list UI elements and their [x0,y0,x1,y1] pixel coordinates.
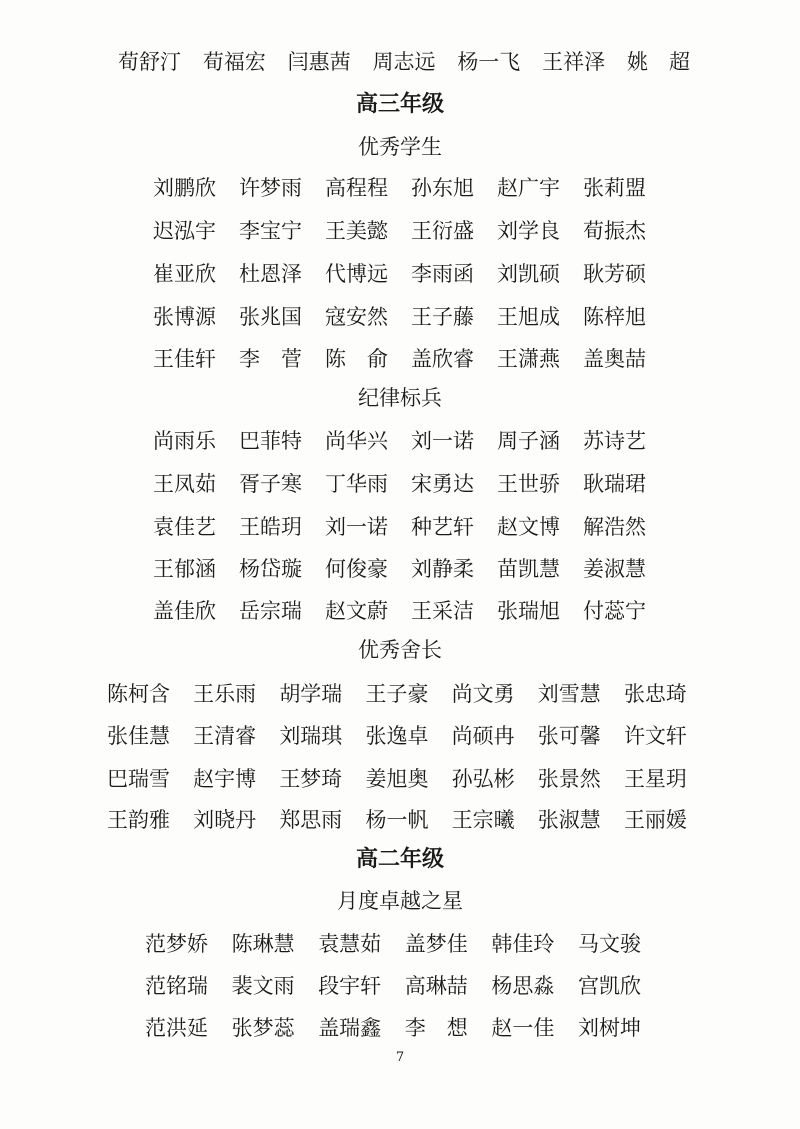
name: 王祥泽 [542,50,606,74]
name: 赵一佳 [491,1016,555,1040]
name: 盖瑞鑫 [318,1016,382,1040]
name: 王丽媛 [623,808,687,832]
name: 岳宗瑞 [239,599,302,623]
name: 王韵雅 [107,808,170,832]
name: 尚雨乐 [153,429,216,453]
name: 周子涵 [497,429,560,453]
name: 刘学良 [497,219,560,243]
name: 王清睿 [193,724,257,748]
name-row [153,470,646,498]
name: 陈琳慧 [231,932,295,956]
name: 崔亚欣 [153,262,216,286]
name: 姜淑慧 [583,557,646,581]
name: 刘瑞琪 [279,724,343,748]
name: 王旭成 [497,305,560,329]
name: 张可馨 [537,724,601,748]
name: 袁慧茹 [318,932,382,956]
name: 姚 超 [626,50,690,74]
name: 杜恩泽 [239,262,302,286]
name: 王衍盛 [411,219,474,243]
name: 郑思雨 [279,808,343,832]
name-row [107,722,687,750]
name: 李宝宁 [239,219,302,243]
grade-heading: 高三年级 [355,92,444,117]
name: 迟泓宇 [153,219,216,243]
name-row [107,806,687,834]
name: 高程程 [325,176,388,200]
name-row [153,555,646,583]
name-row [107,680,687,708]
name: 何俊豪 [325,557,388,581]
section-heading: 月度卓越之星 [337,889,463,913]
name: 耿瑞珺 [583,472,646,496]
section-heading: 优秀学生 [358,135,442,159]
name: 张景然 [537,767,601,791]
name-row [145,1014,641,1042]
name: 张莉盟 [583,176,646,200]
name: 范梦娇 [145,932,208,956]
name: 姜旭奥 [365,767,429,791]
name: 许文轩 [623,724,687,748]
name-row [145,972,641,1000]
name-row [118,48,690,76]
name: 胥子寒 [239,472,302,496]
name: 尚华兴 [325,429,388,453]
name-row [145,930,641,958]
name: 李雨函 [411,262,474,286]
name: 苗凯慧 [497,557,560,581]
name: 王世骄 [497,472,560,496]
name-row [153,174,646,202]
name: 盖奥喆 [583,347,646,371]
name-row [153,217,646,245]
name: 王郁涵 [153,557,216,581]
name: 王宗曦 [451,808,515,832]
name: 王采洁 [411,599,474,623]
name: 盖佳欣 [153,599,216,623]
section-heading: 优秀舍长 [358,638,442,662]
name: 赵广宇 [497,176,560,200]
name: 张博源 [153,305,216,329]
grade-heading: 高二年级 [355,847,444,872]
name: 巴瑞雪 [107,767,170,791]
name: 刘树坤 [577,1016,641,1040]
name-row [153,427,646,455]
name: 王子藤 [411,305,474,329]
name-row [153,260,646,288]
name: 王子豪 [365,682,429,706]
name: 胡学瑞 [279,682,343,706]
name: 刘鹏欣 [153,176,216,200]
name-row [153,303,646,331]
name: 尚文勇 [451,682,515,706]
name: 杨一帆 [365,808,429,832]
name: 闫惠茜 [287,50,351,74]
name: 种艺轩 [411,515,474,539]
name: 许梦雨 [239,176,302,200]
name: 赵宇博 [193,767,257,791]
name-row [153,345,646,373]
name: 丁华雨 [325,472,388,496]
name: 荀福宏 [202,50,266,74]
name: 孙弘彬 [451,767,515,791]
name: 马文骏 [577,932,641,956]
name: 王星玥 [623,767,687,791]
name: 陈 俞 [325,347,388,371]
name: 张兆国 [239,305,302,329]
name: 陈梓旭 [583,305,646,329]
name: 张佳慧 [107,724,170,748]
name: 解浩然 [583,515,646,539]
name: 范洪延 [145,1016,208,1040]
name: 巴菲特 [239,429,302,453]
name: 袁佳艺 [153,515,216,539]
name: 范铭瑞 [145,974,208,998]
name: 李 菅 [239,347,302,371]
name: 代博远 [325,262,388,286]
name: 王梦琦 [279,767,343,791]
name: 尚硕冉 [451,724,515,748]
name-row [153,513,646,541]
section-heading: 纪律标兵 [358,386,442,410]
name: 王凤茹 [153,472,216,496]
name: 刘雪慧 [537,682,601,706]
name: 盖欣睿 [411,347,474,371]
name: 裴文雨 [231,974,295,998]
name: 王美懿 [325,219,388,243]
name: 周志远 [372,50,436,74]
name: 王潇燕 [497,347,560,371]
name: 宫凯欣 [577,974,641,998]
name: 刘凯硕 [497,262,560,286]
name: 耿芳硕 [583,262,646,286]
name: 段宇轩 [318,974,382,998]
name: 孙东旭 [411,176,474,200]
name: 李 想 [404,1016,468,1040]
name: 张忠琦 [623,682,687,706]
name: 刘一诺 [325,515,388,539]
name-row [153,597,646,625]
name: 王皓玥 [239,515,302,539]
name: 盖梦佳 [404,932,468,956]
name: 赵文蔚 [325,599,388,623]
name: 张梦蕊 [231,1016,295,1040]
name: 王佳轩 [153,347,216,371]
name: 刘一诺 [411,429,474,453]
name: 刘晓丹 [193,808,257,832]
name: 杨思淼 [491,974,555,998]
name: 韩佳玲 [491,932,555,956]
name: 荀舒汀 [118,50,181,74]
name: 王乐雨 [193,682,257,706]
name: 苏诗艺 [583,429,646,453]
name: 高琳喆 [404,974,468,998]
name: 张瑞旭 [497,599,560,623]
name: 张逸卓 [365,724,429,748]
name: 杨一飞 [457,50,521,74]
name: 刘静柔 [411,557,474,581]
name: 付蕊宁 [583,599,646,623]
name-row [107,765,687,793]
name: 寇安然 [325,305,388,329]
name: 张淑慧 [537,808,601,832]
name: 杨岱璇 [239,557,302,581]
name: 陈柯含 [107,682,170,706]
page-number: 7 [395,1050,405,1065]
name: 宋勇达 [411,472,474,496]
name: 赵文博 [497,515,560,539]
name: 荀振杰 [583,219,646,243]
